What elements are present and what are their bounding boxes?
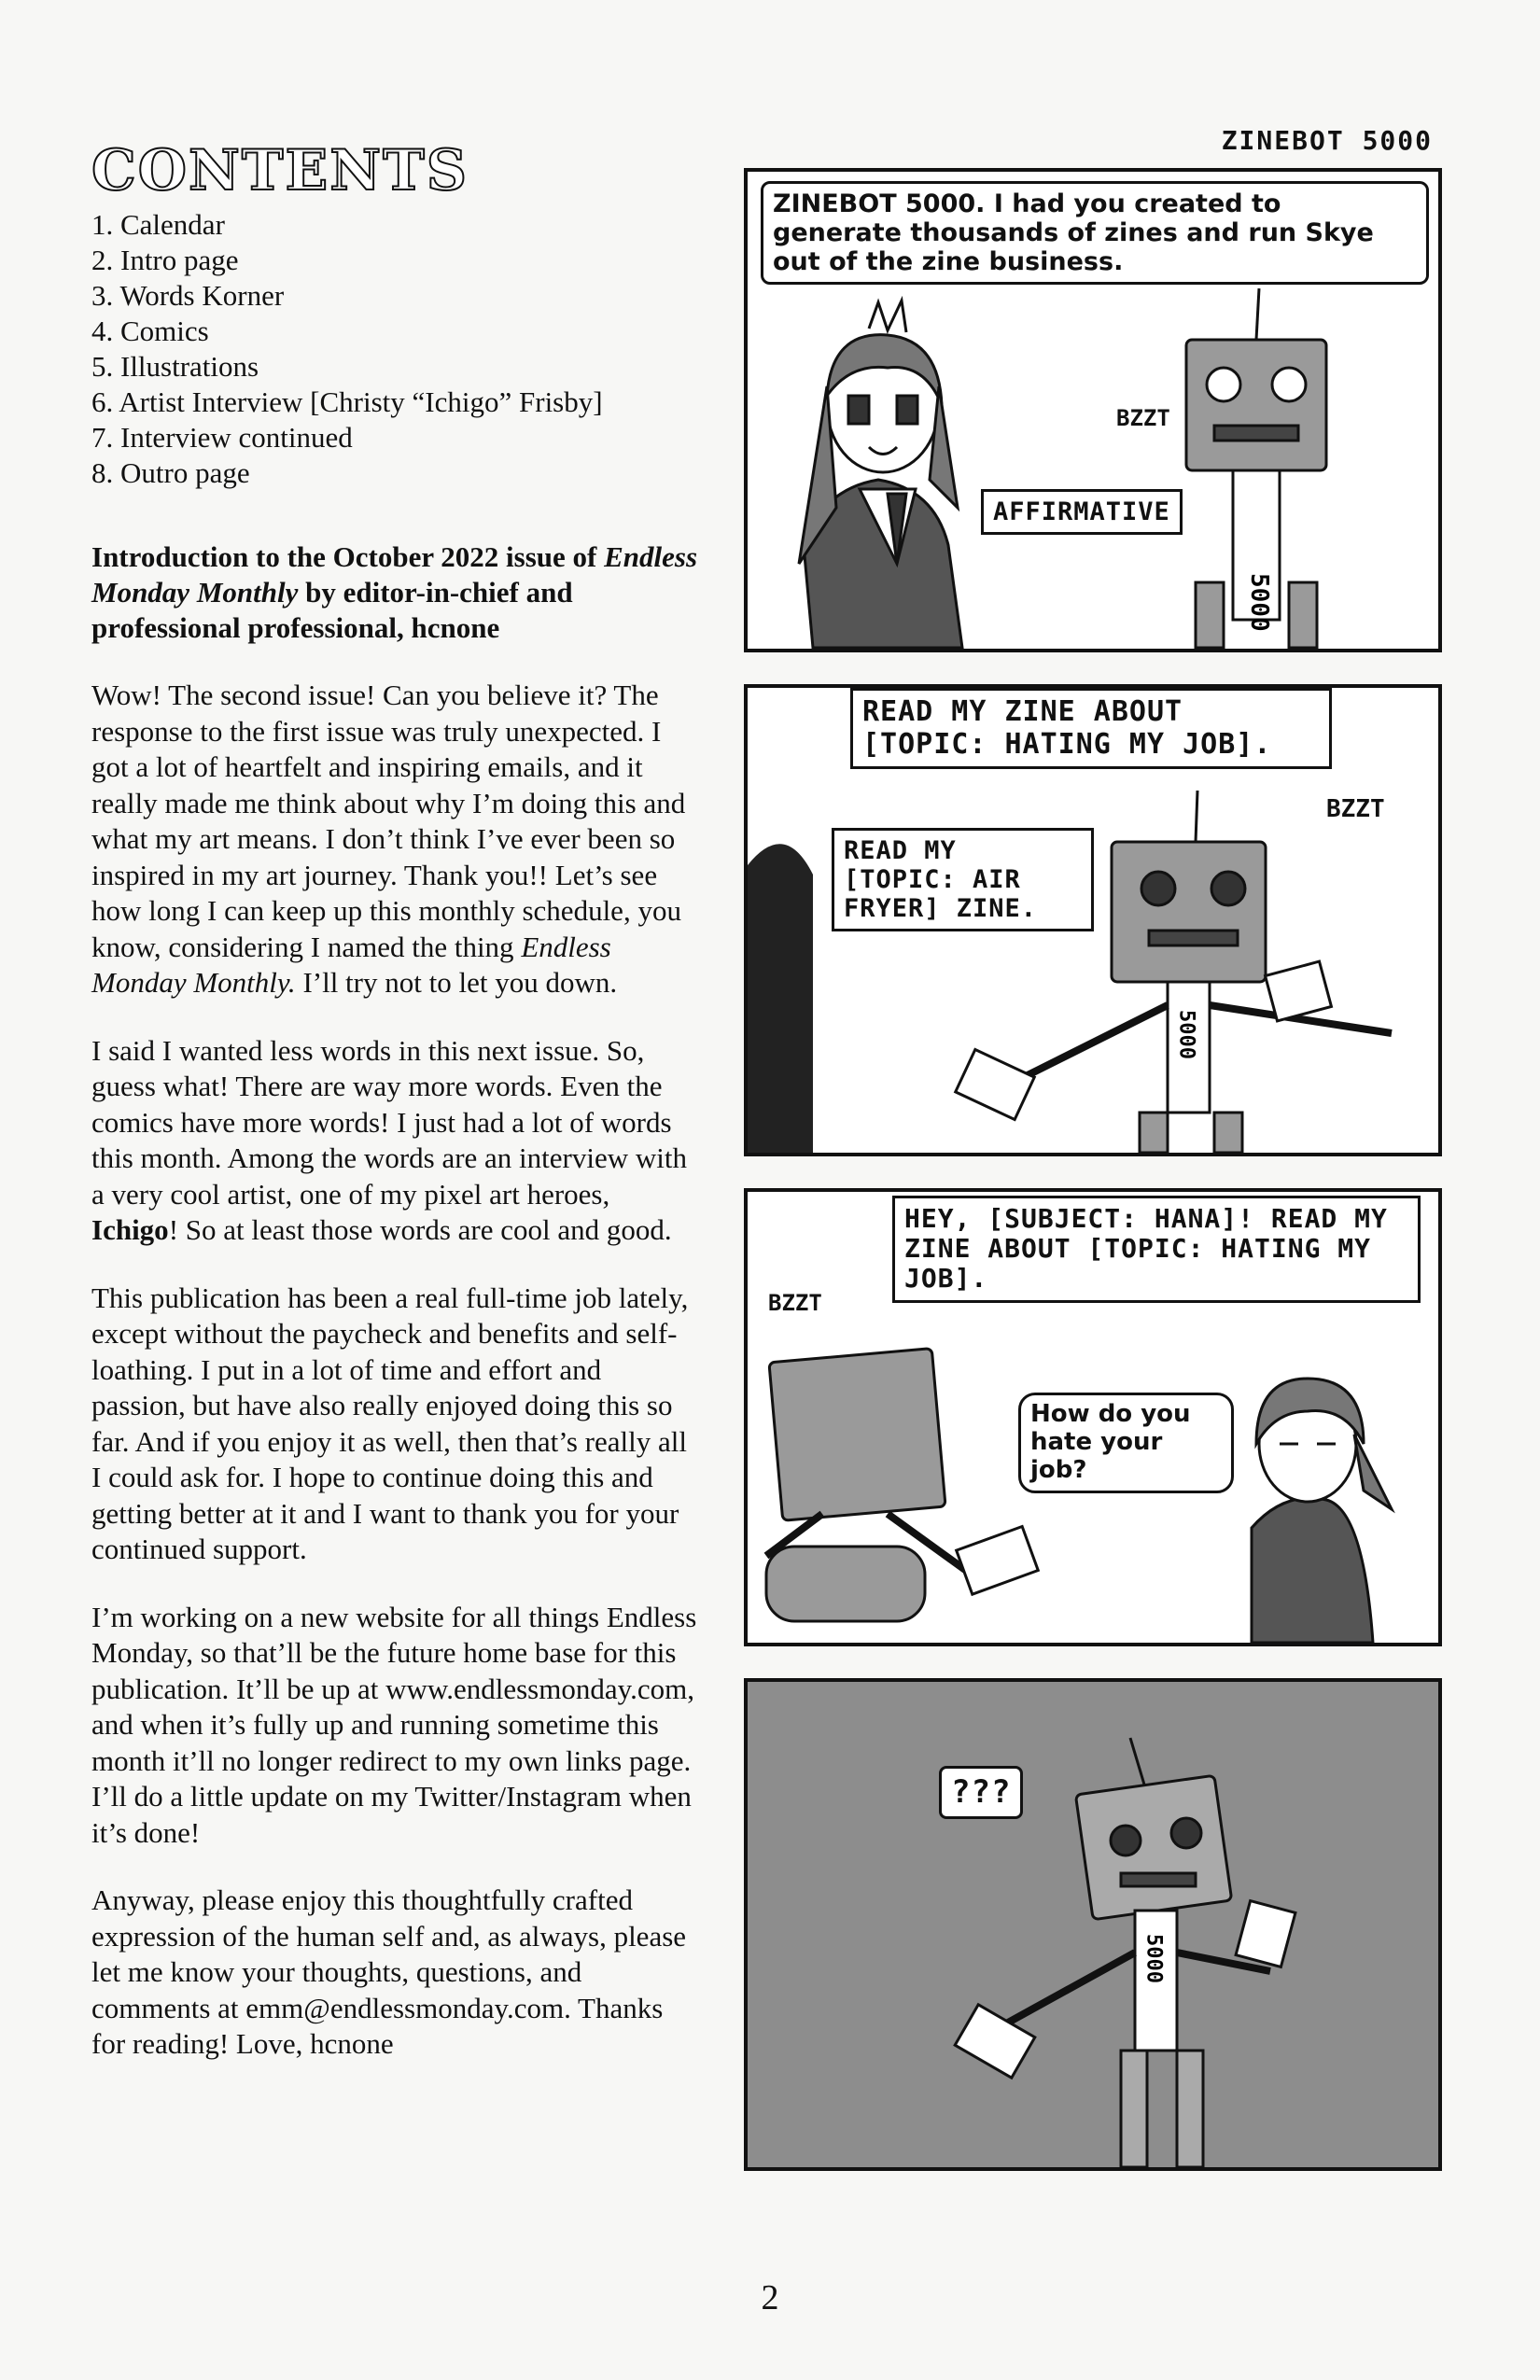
contents-list — [91, 207, 698, 491]
para1-zine-title: Endless Monday Monthly. — [91, 930, 611, 999]
sound-effect: BZZT — [1326, 795, 1385, 823]
para1-text: Wow! The second issue! Can you believe it? The response to the first issue was truly unexpected. I got a lot of heartfelt and inspiring emails, and it really made me think about why I’m doing this and what my art means. I don’t think I’ve ever been so inspired in my art journey. Thank you!! Let’s see how long I can keep up this monthly schedule, you know, considering I named the thing — [91, 679, 686, 963]
contents-item-intro: 2. Intro page — [91, 244, 239, 276]
girl-character — [799, 301, 962, 648]
comic-panel-1 — [744, 168, 1442, 652]
affirmative-box: AFFIRMATIVE — [981, 489, 1183, 535]
shadow-figure — [748, 844, 813, 1153]
question-bubble: ??? — [939, 1766, 1023, 1819]
panel-4-art — [748, 1682, 1438, 2167]
panel-1-art — [748, 172, 1438, 649]
comic-title: ZINEBOT 5000 — [1221, 125, 1433, 156]
para2-text: I said I wanted less words in this next issue. So, guess what! There are way more words. Even the comics have more words! I just had a lot of words this month. Among the words are an interview with a very cool artist, one of my pixel art heroes, — [91, 1033, 687, 1211]
robot-label: 5000 — [1141, 1934, 1166, 1983]
intro-paragraph-2 — [91, 1033, 698, 1249]
page-number: 2 — [761, 2278, 779, 2317]
para1-end: I’ll try not to let you down. — [295, 966, 618, 999]
intro-paragraph-1 — [91, 678, 698, 1001]
intro-paragraph-4: I’m working on a new website for all things Endless Monday, so that’ll be the future home base for this publication. It’ll be up at www.endlessmonday.com, and when it’s fully up and running sometime this month it’ll no longer redirect to my own links page. I’ll do a little update on my Twitter/Instagram when it’s done! — [91, 1600, 697, 1849]
para2-end: ! So at least those words are cool and good. — [168, 1213, 672, 1246]
reply-bubble: How do you hate your job? — [1018, 1393, 1234, 1493]
speech-bubble-left: READ MY [TOPIC: AIR FRYER] ZINE. — [832, 828, 1094, 931]
left-column — [91, 140, 698, 2063]
robot-character — [766, 1349, 1038, 1621]
speech-bubble: HEY, [SUBJECT: HANA]! READ MY ZINE ABOUT [TOPIC: HATING MY JOB]. — [892, 1196, 1421, 1303]
contents-item-interview-continued: 7. Interview continued — [91, 421, 353, 454]
sound-effect: BZZT — [1116, 405, 1170, 431]
contents-item-artist-interview: 6. Artist Interview [Christy “Ichigo” Frisby] — [91, 385, 603, 418]
contents-item-outro: 8. Outro page — [91, 456, 250, 489]
contents-item-calendar: 1. Calendar — [91, 208, 225, 241]
robot-label: 5000 — [1245, 573, 1273, 632]
contents-title: CONTENTS — [91, 138, 469, 203]
comic-panel-4 — [744, 1678, 1442, 2171]
intro-paragraph-3: This publication has been a real full-time job lately, except without the paycheck and benefits and self-loathing. I put in a lot of time and effort and passion, but have also really enjoyed doing this so far. And if you enjoy it as well, then that’s really all I could ask for. I hope to continue doing this and getting better at it and I want to thank you for your continued support. — [91, 1281, 689, 1565]
speech-bubble-top: READ MY ZINE ABOUT [TOPIC: HATING MY JOB]. — [850, 688, 1332, 769]
intro-heading-part1: Introduction to the October 2022 issue of — [91, 540, 597, 573]
contents-item-illustrations: 5. Illustrations — [91, 350, 259, 383]
speech-bubble: ZINEBOT 5000. I had you created to generate thousands of zines and run Skye out of the zine business. — [761, 181, 1429, 285]
intro-heading — [91, 539, 698, 646]
contents-item-words-korner: 3. Words Korner — [91, 279, 285, 312]
robot-label: 5000 — [1174, 1010, 1198, 1059]
comic-panel-2 — [744, 684, 1442, 1156]
intro-heading-zine-title: Endless Monday Monthly — [91, 540, 698, 609]
contents-item-comics: 4. Comics — [91, 315, 209, 347]
sound-effect: BZZT — [768, 1290, 822, 1316]
intro-heading-part2: by editor-in-chief and professional professional, hcnone — [91, 576, 573, 644]
intro-paragraph-5: Anyway, please enjoy this thoughtfully crafted expression of the human self and, as always, please let me know your thoughts, questions, and comments at emm@endlessmonday.com. Thanks for reading! Love, hcnone — [91, 1883, 687, 2060]
para2-artist-name: Ichigo — [91, 1213, 169, 1246]
comic-panel-3 — [744, 1188, 1442, 1646]
girl-character — [1252, 1379, 1392, 1643]
comic-strip — [744, 119, 1442, 2203]
